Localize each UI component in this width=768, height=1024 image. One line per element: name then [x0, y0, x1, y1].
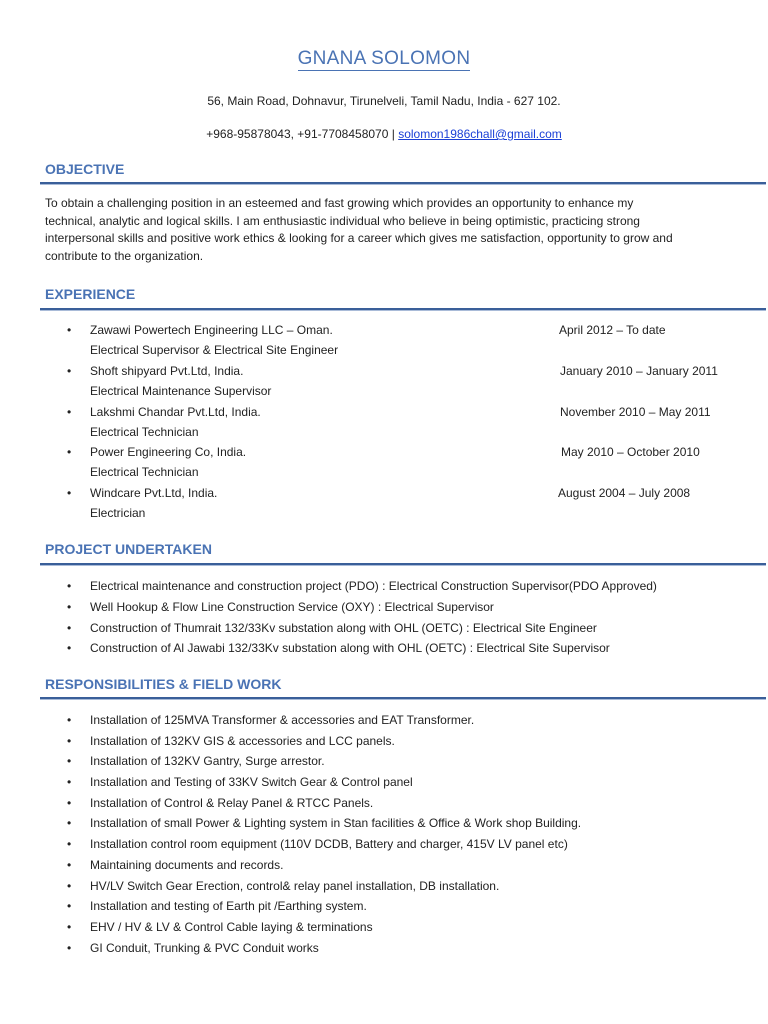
responsibilities-heading: RESPONSIBILITIES & FIELD WORK: [45, 676, 282, 692]
bullet-icon: •: [67, 940, 72, 955]
responsibilities-divider: [40, 697, 766, 700]
responsibility-item: [0, 899, 768, 920]
company-name: Zawawi Powertech Engineering LLC – Oman.: [90, 323, 333, 337]
company-name: Lakshmi Chandar Pvt.Ltd, India.: [90, 404, 261, 419]
bullet-icon: •: [67, 837, 72, 852]
job-role: Electrical Technician: [90, 465, 199, 480]
company-name: Shoft shipyard Pvt.Ltd, India.: [90, 363, 244, 378]
responsibility-text: Installation of 132KV GIS & accessories and LCC panels.: [90, 733, 395, 748]
bullet-icon: •: [67, 404, 72, 419]
bullet-icon: •: [67, 795, 72, 810]
experience-item: [0, 405, 768, 446]
responsibility-text: EHV / HV & LV & Control Cable laying & terminations: [90, 919, 373, 934]
bullet-icon: •: [67, 363, 72, 378]
bullet-icon: •: [67, 857, 72, 872]
project-text: Construction of Thumrait 132/33Kv substation along with OHL (OETC) : Electrical Site Engineer: [90, 620, 597, 635]
objective-heading: OBJECTIVE: [45, 161, 125, 177]
bullet-icon: •: [67, 486, 72, 501]
experience-item: [0, 445, 768, 486]
responsibility-item: [0, 837, 768, 858]
experience-divider: [40, 308, 766, 311]
experience-item: [0, 364, 768, 405]
projects-list: [0, 579, 768, 662]
bullet-icon: •: [67, 599, 72, 614]
project-item: [0, 600, 768, 621]
responsibility-text: Installation of 132KV Gantry, Surge arrestor.: [90, 754, 325, 769]
employment-dates: January 2010 – January 2011: [560, 363, 718, 378]
bullet-icon: •: [67, 754, 72, 769]
bullet-icon: •: [67, 775, 72, 790]
bullet-icon: •: [67, 323, 72, 337]
candidate-name: GNANA SOLOMON: [297, 48, 471, 69]
bullet-icon: •: [67, 878, 72, 893]
responsibility-text: Installation of small Power & Lighting system in Stan facilities & Office & Work shop Building.: [90, 816, 582, 831]
employment-dates: April 2012 – To date: [559, 323, 666, 337]
responsibility-item: [0, 734, 768, 755]
employment-dates: November 2010 – May 2011: [560, 404, 711, 419]
bullet-icon: •: [67, 816, 72, 831]
responsibility-text: HV/LV Switch Gear Erection, control& relay panel installation, DB installation.: [90, 878, 500, 893]
experience-list: [0, 323, 768, 527]
responsibilities-list: [0, 713, 768, 961]
bullet-icon: •: [67, 641, 72, 656]
email-link[interactable]: solomon1986chall@gmail.com: [398, 127, 562, 141]
project-item: [0, 641, 768, 662]
responsibility-text: Installation of 125MVA Transformer & accessories and EAT Transformer.: [90, 713, 475, 727]
responsibility-item: [0, 713, 768, 734]
project-text: Electrical maintenance and construction project (PDO) : Electrical Construction Supervisor(PDO Approved): [90, 579, 657, 593]
responsibility-text: Installation and testing of Earth pit /Earthing system.: [90, 899, 367, 914]
projects-heading: PROJECT UNDERTAKEN: [45, 541, 212, 557]
responsibility-text: Installation and Testing of 33KV Switch Gear & Control panel: [90, 775, 413, 790]
responsibility-item: [0, 796, 768, 817]
job-role: Electrical Supervisor & Electrical Site Engineer: [90, 343, 339, 357]
employment-dates: May 2010 – October 2010: [561, 445, 700, 460]
bullet-icon: •: [67, 579, 72, 593]
projects-divider: [40, 563, 766, 566]
responsibility-item: [0, 858, 768, 879]
project-text: Construction of Al Jawabi 132/33Kv substation along with OHL (OETC) : Electrical Site Supervisor: [90, 641, 610, 656]
responsibility-item: [0, 920, 768, 941]
contact-line: [0, 127, 768, 141]
company-name: Power Engineering Co, India.: [90, 445, 247, 460]
company-name: Windcare Pvt.Ltd, India.: [90, 486, 218, 501]
bullet-icon: •: [67, 713, 72, 727]
phone-numbers: +968-95878043, +91-7708458070 |: [206, 127, 395, 141]
address-line: 56, Main Road, Dohnavur, Tirunelveli, Tamil Nadu, India - 627 102.: [207, 94, 561, 108]
responsibility-text: Installation control room equipment (110V DCDB, Battery and charger, 415V LV panel etc): [90, 837, 568, 852]
experience-item: [0, 486, 768, 527]
bullet-icon: •: [67, 899, 72, 914]
experience-item: [0, 323, 768, 364]
responsibility-text: GI Conduit, Trunking & PVC Conduit works: [90, 940, 319, 955]
responsibility-item: [0, 754, 768, 775]
objective-divider: [40, 182, 766, 185]
responsibility-item: [0, 941, 768, 962]
project-item: [0, 621, 768, 642]
employment-dates: August 2004 – July 2008: [558, 486, 691, 501]
bullet-icon: •: [67, 445, 72, 460]
experience-heading: EXPERIENCE: [45, 286, 136, 302]
responsibility-text: Maintaining documents and records.: [90, 857, 284, 872]
bullet-icon: •: [67, 919, 72, 934]
job-role: Electrician: [90, 506, 146, 521]
responsibility-item: [0, 816, 768, 837]
project-text: Well Hookup & Flow Line Construction Service (OXY) : Electrical Supervisor: [90, 599, 494, 614]
responsibility-text: Installation of Control & Relay Panel & RTCC Panels.: [90, 795, 374, 810]
bullet-icon: •: [67, 620, 72, 635]
objective-text: To obtain a challenging position in an esteemed and fast growing which provides an opportunity to enhance my technical, analytic and logical skills. I am enthusiastic individual who believe in being optimistic, practicing strong interpersonal skills and positive work ethics & looking for a career which gives me satisfaction, opportunity to grow and contribute to the organization.: [45, 196, 673, 263]
project-item: [0, 579, 768, 600]
responsibility-item: [0, 775, 768, 796]
responsibility-item: [0, 879, 768, 900]
job-role: Electrical Technician: [90, 424, 199, 439]
job-role: Electrical Maintenance Supervisor: [90, 383, 272, 398]
bullet-icon: •: [67, 733, 72, 748]
